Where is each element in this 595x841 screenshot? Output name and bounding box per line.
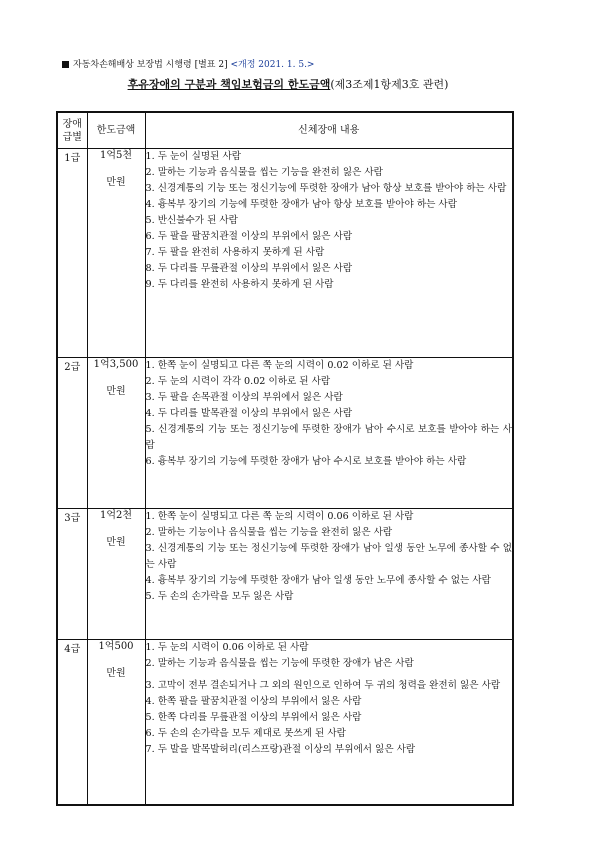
list-item: 6. 두 팔을 팔꿈치관절 이상의 부위에서 잃은 사람 (145, 231, 353, 242)
grade-cell: 4급 (57, 640, 87, 806)
title-note: (제3조제1항제3호 관련) (330, 78, 449, 91)
list-item: 8. 두 다리를 무릎관절 이상의 부위에서 잃은 사람 (145, 263, 353, 274)
list-item: 5. 두 손의 손가락을 모두 잃은 사람 (145, 591, 294, 602)
amount-line1: 1억5천 (99, 150, 133, 161)
document-title (62, 76, 514, 92)
list-item: 5. 반신불수가 된 사람 (145, 215, 238, 226)
list-item: 3. 두 팔을 손목관절 이상의 부위에서 잃은 사람 (145, 392, 343, 403)
list-item: 1. 한쪽 눈이 실명되고 다른 쪽 눈의 시력이 0.06 이하로 된 사람 (145, 511, 414, 522)
list-item: 2. 두 눈의 시력이 각각 0.02 이하로 된 사람 (145, 376, 331, 387)
list-item: 4. 한쪽 팔을 팔꿈치관절 이상의 부위에서 잃은 사람 (145, 696, 362, 707)
table-row (57, 358, 513, 509)
header-grade (57, 112, 87, 149)
header-revision: <개정 2021. 1. 5.> (230, 60, 315, 70)
list-item: 7. 두 발을 발목발허리(리스프랑)관절 이상의 부위에서 잃은 사람 (145, 744, 416, 755)
list-item: 1. 두 눈의 시력이 0.06 이하로 된 사람 (145, 642, 309, 653)
square-bullet-icon (62, 61, 69, 68)
grade-cell: 2급 (57, 358, 87, 509)
amount-line1: 1억3,500 (93, 359, 139, 370)
list-item: 4. 두 다리를 발목관절 이상의 부위에서 잃은 사람 (145, 408, 353, 419)
list-item: 2. 말하는 기능이나 음식물을 씹는 기능을 완전히 잃은 사람 (145, 527, 393, 538)
list-item: 4. 흉복부 장기의 기능에 뚜렷한 장애가 남아 일생 동안 노무에 종사할 수 없는 사람 (145, 575, 491, 586)
amount-cell (87, 509, 145, 640)
content-cell (145, 149, 513, 358)
list-item: 4. 흉복부 장기의 기능에 뚜렷한 장애가 남아 항상 보호를 받아야 하는 사람 (145, 199, 457, 210)
amount-cell (87, 149, 145, 358)
list-item: 7. 두 팔을 완전히 사용하지 못하게 된 사람 (145, 247, 325, 258)
list-item: 2. 말하는 기능과 음식물을 씹는 기능에 뚜렷한 장애가 남은 사람 (145, 658, 414, 669)
header-grade-line2: 급별 (62, 131, 82, 143)
list-item: 9. 두 다리를 완전히 사용하지 못하게 된 사람 (145, 279, 334, 290)
table-row (57, 509, 513, 640)
list-item: 1. 한쪽 눈이 실명되고 다른 쪽 눈의 시력이 0.02 이하로 된 사람 (145, 360, 414, 371)
table-row (57, 149, 513, 358)
header-content: 신체장애 내용 (145, 112, 513, 149)
list-item: 6. 두 손의 손가락을 모두 제대로 못쓰게 된 사람 (145, 728, 346, 739)
content-cell (145, 640, 513, 806)
content-cell (145, 509, 513, 640)
header-source: 자동차손해배상 보장법 시행령 [별표 2] (73, 60, 228, 70)
table-header-row (57, 112, 513, 149)
table-row (57, 640, 513, 806)
amount-line1: 1억500 (98, 641, 134, 652)
list-item: 5. 한쪽 다리를 무릎관절 이상의 부위에서 잃은 사람 (145, 712, 362, 723)
header-amount: 한도금액 (87, 112, 145, 149)
header-line (62, 57, 314, 70)
list-item: 2. 말하는 기능과 음식물을 씹는 기능을 완전히 잃은 사람 (145, 167, 383, 178)
grade-cell: 1급 (57, 149, 87, 358)
list-item: 1. 두 눈이 실명된 사람 (145, 151, 241, 162)
content-cell (145, 358, 513, 509)
list-item: 3. 고막이 전부 결손되거나 그 외의 원인으로 인하여 두 귀의 청력을 완전히 잃은 사람 (145, 680, 501, 691)
amount-line2: 만원 (106, 386, 126, 397)
grade-cell: 3급 (57, 509, 87, 640)
disability-grade-table (56, 111, 514, 806)
list-item: 6. 흉복부 장기의 기능에 뚜렷한 장애가 남아 수시로 보호를 받아야 하는 사람 (145, 456, 467, 467)
amount-cell (87, 358, 145, 509)
amount-line1: 1억2천 (99, 510, 133, 521)
title-main: 후유장애의 구분과 책임보험금의 한도금액 (127, 78, 331, 91)
amount-line2: 만원 (106, 668, 126, 679)
list-item: 3. 신경계통의 기능 또는 정신기능에 뚜렷한 장애가 남아 항상 보호를 받아야 하는 사람 (145, 183, 507, 194)
amount-cell (87, 640, 145, 806)
amount-line2: 만원 (106, 537, 126, 548)
header-grade-line1: 장애 (62, 118, 82, 130)
list-item: 5. 신경계통의 기능 또는 정신기능에 뚜렷한 장애가 남아 수시로 보호를 받아야 하는 사람 (145, 424, 512, 451)
list-item: 3. 신경계통의 기능 또는 정신기능에 뚜렷한 장애가 남아 일생 동안 노무에 종사할 수 없는 사람 (145, 543, 512, 570)
amount-line2: 만원 (106, 177, 126, 188)
